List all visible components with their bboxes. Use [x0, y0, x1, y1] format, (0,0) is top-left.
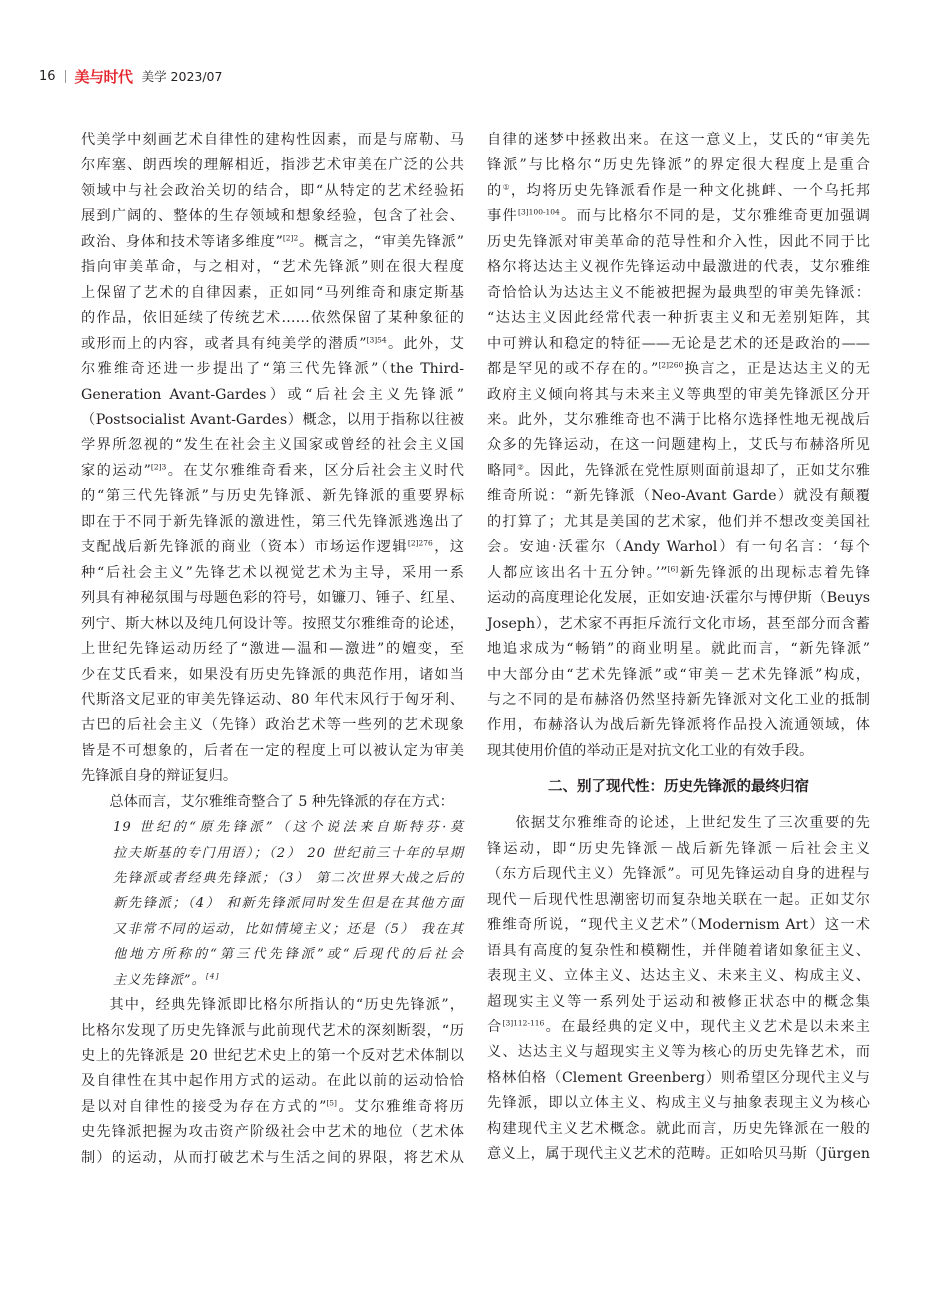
text-line: 古巴的后社会主义（先锋）政治艺术等一些列的艺术现象	[81, 717, 464, 734]
text-line: 的打算了；尤其是美国的艺术家，他们并不想改变美国社	[487, 513, 870, 530]
text-segment: 是以对自律性的接受为存在方式的”	[81, 1098, 327, 1115]
text-line: “达达主义因此经常代表一种折衷主义和无差别矩阵，其	[487, 310, 870, 327]
text-segment: ，均将历史先锋派看作是一种文化挑衅、一个乌托邦	[510, 182, 870, 199]
text-line: 依据艾尔雅维奇的论述，上世纪发生了三次重要的先	[515, 815, 870, 832]
text-line: 代斯洛文尼亚的审美先锋运动、80 年代末风行于匈牙利、	[81, 691, 464, 708]
text-segment: 合	[487, 1018, 503, 1035]
text-line	[81, 332, 464, 357]
text-line: Generation Avant-Gardes）或“后社会主义先锋派”	[81, 386, 464, 403]
text-segment: 新先锋派的出现标志着先锋	[678, 564, 870, 581]
citation-ref: [5]	[326, 1098, 337, 1108]
text-line: 来。此外，艾尔雅维奇也不满于比格尔选择性地无视战后	[487, 411, 870, 428]
text-line: 锋运动，即“历史先锋派－战后新先锋派－后社会主义	[487, 840, 870, 857]
text-line: 皆是不可想象的，后者在一定的程度上可以被认定为审美	[81, 742, 464, 759]
text-line: 先锋派，即以立体主义、构成主义与抽象表现主义为核心	[487, 1095, 870, 1112]
quote-line: 拉夫斯基的专门用语）；（2） 20 世纪前三十年的早期	[113, 845, 464, 861]
text-segment: 。此外，艾	[386, 335, 464, 352]
text-line: 会。安迪·沃霍尔（Andy Warhol）有一句名言：‘每个	[487, 539, 870, 556]
citation-ref: [2]2	[282, 233, 299, 243]
text-line: 中可辨认和稳定的特征——无论是艺术的还是政治的——	[487, 335, 870, 352]
text-line: 的“第三代先锋派”与历史先锋派、新先锋派的重要界标	[81, 488, 464, 505]
text-line: 史先锋派把握为攻击资产阶级社会中艺术的地位（艺术体	[81, 1124, 464, 1141]
quote-line: 又非常不同的运动，比如情境主义；还是（5） 我在其	[113, 921, 464, 937]
text-line: 众多的先锋运动，在这一问题建构上，艾氏与布赫洛所见	[487, 437, 870, 454]
text-line	[81, 1095, 464, 1120]
text-line: Joseph），艺术家不再拒斥流行文化市场，甚至部分而含蓄	[487, 615, 870, 632]
text-segment: 家的运动”	[81, 462, 151, 479]
text-line: 义、达达主义与超现实主义等为核心的历史先锋艺术，而	[487, 1044, 870, 1061]
text-line: 学界所忽视的“发生在社会主义国家或曾经的社会主义国	[81, 437, 464, 454]
text-line: 尔雅维奇还进一步提出了“第三代先锋派”（the Third-	[81, 361, 464, 378]
citation-ref: [3]54	[366, 334, 387, 344]
text-line: 领域中与社会政治关切的结合，即“从特定的艺术经验拓	[81, 182, 464, 199]
text-segment: 。在最经典的定义中，现代主义艺术是以未来主	[544, 1018, 870, 1035]
text-line: 的作品，依旧延续了传统艺术……依然保留了某种象征的	[81, 310, 464, 327]
text-line: （Postsocialist Avant-Gardes）概念，以用于指称以往被	[81, 411, 464, 428]
text-line	[487, 204, 870, 229]
text-line	[487, 459, 870, 484]
issue-label: 美学 2023/07	[141, 69, 223, 84]
text-line: 作用，布赫洛认为战后新先锋派将作品投入流通领域，体	[487, 717, 870, 734]
text-line: 格尔将达达主义视作先锋运动中最激进的代表，艾尔雅维	[487, 259, 870, 276]
text-line: 即在于不同于新先锋派的激进性，第三代先锋派逃逸出了	[81, 513, 464, 530]
text-segment: 政治、身体和技术等诸多维度”	[81, 233, 283, 250]
page-number: 16	[39, 68, 56, 84]
text-segment: 事件	[487, 208, 519, 225]
citation-ref: [3]112-116	[502, 1018, 545, 1028]
text-line: （东方后现代主义）先锋派”。可见先锋运动自身的进程与	[487, 866, 870, 883]
text-segment: 都是罕见的或不存在的。”	[487, 361, 659, 378]
citation-ref: [2]260	[658, 360, 684, 370]
text-segment: 。在艾尔雅维奇看来，区分后社会主义时代	[166, 462, 464, 479]
text-line: 维奇所说：“新先锋派（Neo-Avant Garde）就没有颠覆	[487, 488, 870, 505]
citation-ref: [2]3	[150, 462, 167, 472]
text-segment: 主义先锋派”。	[113, 972, 206, 988]
text-line: 其中，经典先锋派即比格尔所指认的“历史先锋派”，	[109, 997, 464, 1014]
text-segment: 略同	[487, 462, 518, 479]
text-segment: 支配战后新先锋派的商业（资本）市场运作逻辑	[81, 539, 408, 556]
text-line: 意义上，属于现代主义艺术的范畴。正如哈贝马斯（Jürgen	[487, 1146, 870, 1163]
citation-ref: ②	[517, 462, 525, 472]
text-line	[81, 230, 464, 255]
text-line: 奇恰恰认为达达主义不能被把握为最典型的审美先锋派：	[487, 284, 870, 301]
text-line: 运动的高度理论化发展，正如安迪·沃霍尔与博伊斯（Beuys	[487, 590, 870, 607]
text-line: 尔库塞、朗西埃的理解相近，指涉艺术审美在广泛的公共	[81, 157, 464, 174]
quote-line: 他地方所称的“第三代先锋派”或“后现代的后社会	[113, 947, 464, 963]
text-line: 上保留了艺术的自律因素，正如同“马列维奇和康定斯基	[81, 284, 464, 301]
text-line: 先锋派自身的辩证复归。	[81, 768, 238, 785]
paragraph-line: 总体而言，艾尔雅维奇整合了 5 种先锋派的存在方式：	[109, 793, 454, 810]
citation-ref: [3]100-104	[518, 207, 560, 217]
quote-line: 新先锋派；（4） 和新先锋派同时发生但是在其他方面	[113, 896, 464, 912]
text-line: 制）的运动，从而打破艺术与生活之间的界限，将艺术从	[81, 1149, 464, 1166]
text-segment: 。艾尔雅维奇将历	[336, 1098, 464, 1115]
text-line	[81, 535, 464, 560]
citation-ref: [2]276	[407, 538, 433, 548]
citation-ref: ①	[502, 182, 511, 192]
text-line: 与之不同的是布赫洛仍然坚持新先锋派对文化工业的抵制	[487, 691, 870, 708]
citation-ref: [4]	[205, 971, 220, 981]
text-segment: 。而与比格尔不同的是，艾尔雅维奇更加强调	[559, 208, 870, 225]
text-line	[487, 561, 870, 586]
text-segment: 人都应该出名十五分钟。’”	[487, 564, 668, 581]
text-line: 指向审美革命，与之相对，“艺术先锋派”则在很大程度	[81, 259, 464, 276]
text-segment: 或形而上的内容，或者具有纯美学的潜质”	[81, 335, 367, 352]
left-column	[81, 128, 464, 1171]
text-line: 格林伯格（Clement Greenberg）则希望区分现代主义与	[487, 1069, 870, 1086]
text-line: 语具有高度的复杂性和模糊性，并伴随着诸如象征主义、	[487, 942, 870, 959]
text-line: 及自律性在其中起作用方式的运动。在此以前的运动恰恰	[81, 1073, 464, 1090]
text-segment: 的	[487, 182, 503, 199]
citation-ref: [6]	[667, 563, 679, 573]
header-divider	[65, 70, 66, 83]
section-heading: 二、别了现代性：历史先锋派的最终归宿	[548, 779, 809, 796]
text-segment: 换言之，正是达达主义的无	[683, 361, 870, 378]
text-line	[81, 459, 464, 484]
quote-line: 先锋派或者经典先锋派；（3） 第二次世界大战之后的	[113, 871, 464, 887]
text-line: 历史先锋派对审美革命的范导性和介入性，因此不同于比	[487, 233, 870, 250]
text-segment: 。概言之，“审美先锋派”	[298, 233, 464, 250]
text-line: 自律的迷梦中拯救出来。在这一意义上，艾氏的“审美先	[487, 132, 870, 148]
journal-logo: 美与时代	[74, 67, 133, 86]
text-line: 史上的先锋派是 20 世纪艺术史上的第一个反对艺术体制以	[81, 1047, 464, 1064]
text-line: 列具有神秘氛围与母题色彩的符号，如镰刀、锤子、红星、	[81, 590, 464, 607]
text-line	[487, 1015, 870, 1040]
text-line: 展到广阔的、整体的生存领域和想象经验，包含了社会、	[81, 208, 464, 225]
page-header	[39, 66, 222, 86]
text-line: 构建现代主义艺术概念。就此而言，历史先锋派在一般的	[487, 1120, 870, 1137]
text-line: 种“后社会主义”先锋艺术以视觉艺术为主导，采用一系	[81, 564, 464, 581]
quote-line	[81, 968, 464, 993]
text-line	[487, 179, 870, 204]
text-line: 比格尔发现了历史先锋派与此前现代艺术的深刻断裂，“历	[81, 1022, 464, 1039]
text-line: 现代－后现代性思潮密切而复杂地关联在一起。正如艾尔	[487, 891, 870, 908]
text-line	[487, 357, 870, 382]
text-segment: ，这	[432, 539, 464, 556]
text-line: 少在艾氏看来，如果没有历史先锋派的典范作用，诸如当	[81, 666, 464, 683]
quote-line: 19 世纪的“原先锋派”（这个说法来自斯特芬·莫	[113, 820, 464, 836]
text-line: 中大部分由“艺术先锋派”或“审美－艺术先锋派”构成，	[487, 666, 870, 683]
text-line: 政府主义倾向将其与未来主义等典型的审美先锋派区分开	[487, 386, 870, 403]
text-line: 列宁、斯大林以及纯几何设计等。按照艾尔雅维奇的论述，	[81, 615, 464, 632]
text-line: 锋派”与比格尔“历史先锋派”的界定很大程度上是重合	[487, 157, 870, 174]
text-line: 上世纪先锋运动历经了“激进—温和—激进”的嬗变，至	[81, 641, 464, 658]
text-line: 地追求成为“畅销”的商业明星。就此而言，“新先锋派”	[487, 641, 870, 658]
text-line: 超现实主义等一系列处于运动和被修正状态中的概念集	[487, 993, 870, 1010]
text-line: 现其使用价值的举动正是对抗文化工业的有效手段。	[487, 742, 814, 759]
text-line: 雅维奇所说，“现代主义艺术”（Modernism Art）这一术	[487, 917, 870, 934]
text-segment: 。因此，先锋派在党性原则面前退却了，正如艾尔雅	[524, 462, 870, 479]
text-line: 代美学中刻画艺术自律性的建构性因素，而是与席勒、马	[81, 132, 464, 148]
text-line: 表现主义、立体主义、达达主义、未来主义、构成主义、	[487, 968, 870, 985]
right-column	[487, 128, 870, 1168]
